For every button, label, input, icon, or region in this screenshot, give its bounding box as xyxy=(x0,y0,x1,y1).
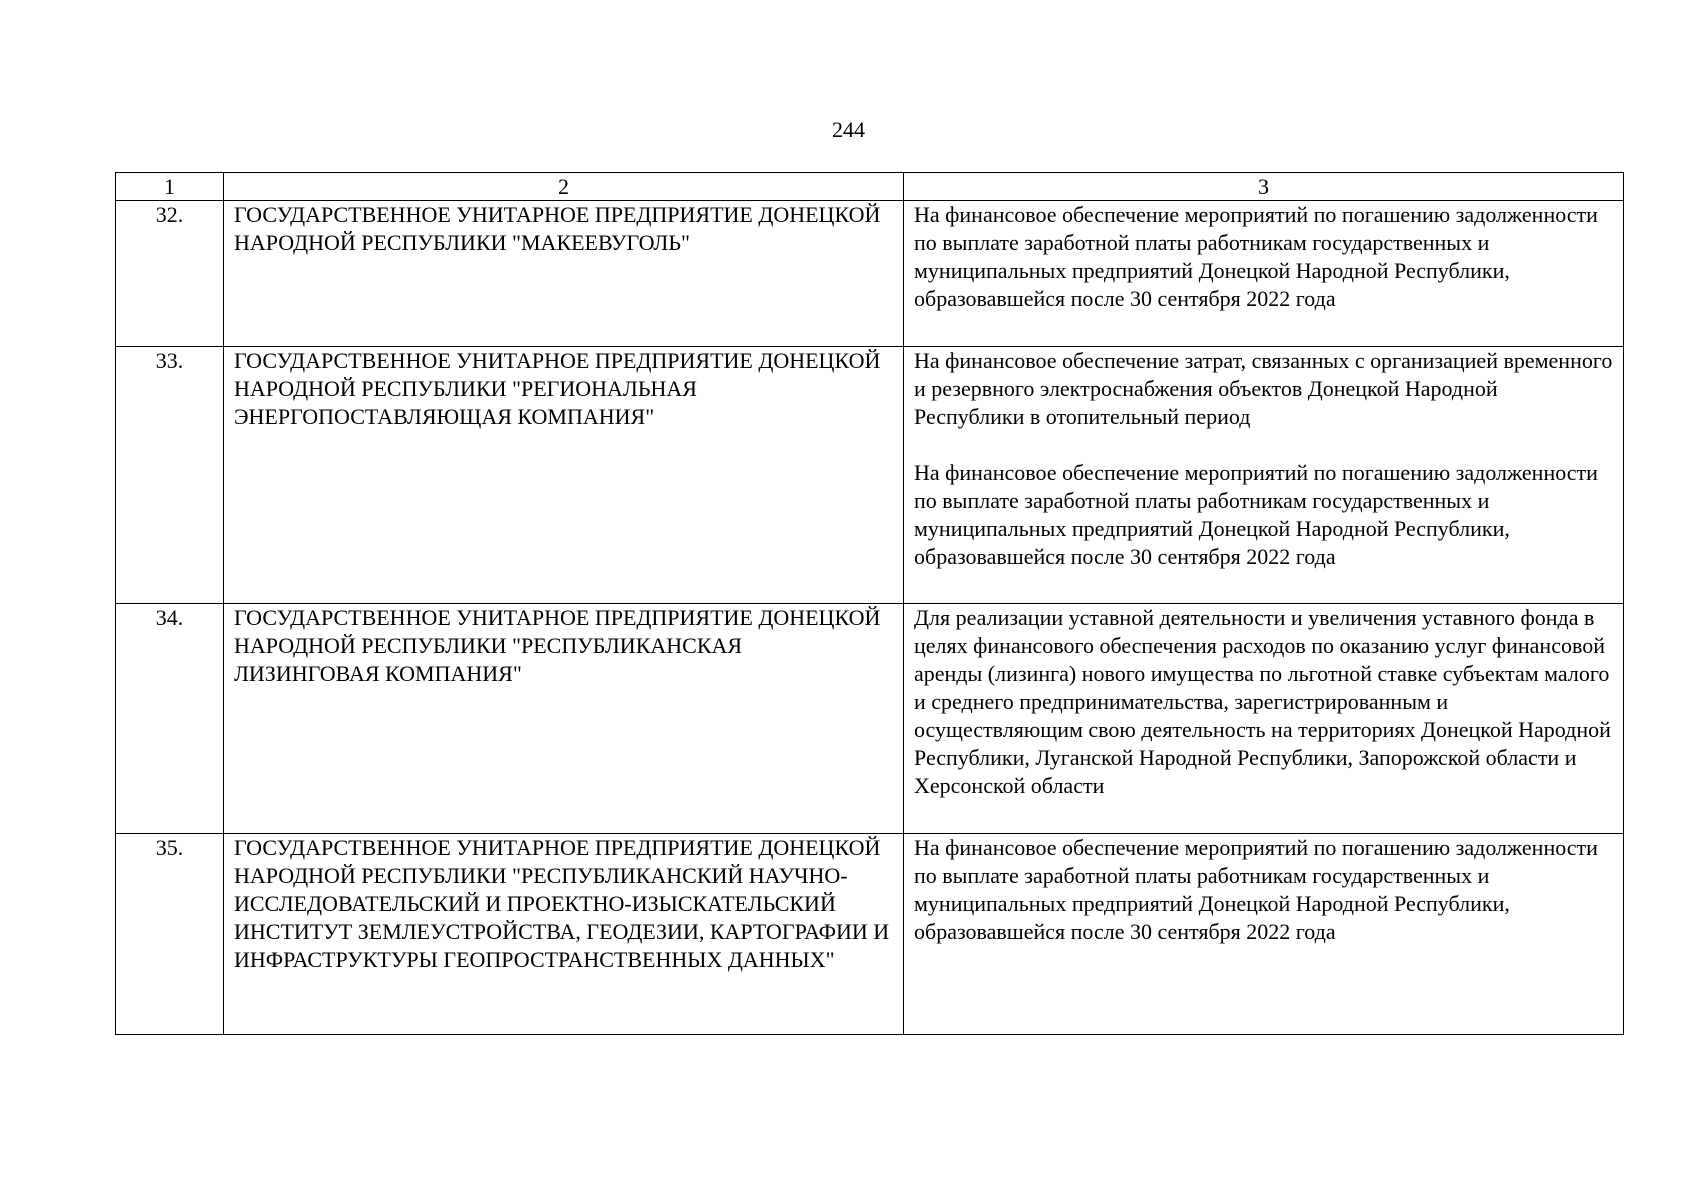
funding-purpose xyxy=(904,834,1624,1035)
column-header-2: 2 xyxy=(224,173,904,201)
column-header-3: 3 xyxy=(904,173,1624,201)
header-row xyxy=(116,173,1624,201)
table-row xyxy=(116,834,1624,1035)
table-row xyxy=(116,347,1624,604)
funding-purpose xyxy=(904,201,1624,347)
organization-name: ГОСУДАРСТВЕННОЕ УНИТАРНОЕ ПРЕДПРИЯТИЕ ДОНЕЦКОЙ НАРОДНОЙ РЕСПУБЛИКИ "МАКЕЕВУГОЛЬ" xyxy=(224,201,904,347)
organization-name: ГОСУДАРСТВЕННОЕ УНИТАРНОЕ ПРЕДПРИЯТИЕ ДОНЕЦКОЙ НАРОДНОЙ РЕСПУБЛИКИ "РЕСПУБЛИКАНСКАЯ ЛИЗИНГОВАЯ КОМПАНИЯ" xyxy=(224,604,904,834)
row-number: 32. xyxy=(116,201,224,347)
funding-purpose xyxy=(904,347,1624,604)
purpose-paragraph: На финансовое обеспечение мероприятий по погашению задолженности по выплате заработной платы работникам государственных и муниципальных предприятий Донецкой Народной Республики, образовавшейся после 30 сентября 2022 года xyxy=(914,835,1598,944)
row-number: 33. xyxy=(116,347,224,604)
row-number: 34. xyxy=(116,604,224,834)
row-number: 35. xyxy=(116,834,224,1035)
purpose-paragraph: На финансовое обеспечение мероприятий по погашению задолженности по выплате заработной платы работникам государственных и муниципальных предприятий Донецкой Народной Республики, образовавшейся после 30 сентября 2022 года xyxy=(914,202,1598,311)
organization-name: ГОСУДАРСТВЕННОЕ УНИТАРНОЕ ПРЕДПРИЯТИЕ ДОНЕЦКОЙ НАРОДНОЙ РЕСПУБЛИКИ "РЕГИОНАЛЬНАЯ ЭНЕРГОПОСТАВЛЯЮЩАЯ КОМПАНИЯ" xyxy=(224,347,904,604)
funding-purpose xyxy=(904,604,1624,834)
column-header-1: 1 xyxy=(116,173,224,201)
document-table xyxy=(115,172,1624,1035)
purpose-paragraph: На финансовое обеспечение мероприятий по погашению задолженности по выплате заработной платы работникам государственных и муниципальных предприятий Донецкой Народной Республики, образовавшейся после 30 сентября 2022 года xyxy=(914,460,1598,569)
organization-name: ГОСУДАРСТВЕННОЕ УНИТАРНОЕ ПРЕДПРИЯТИЕ ДОНЕЦКОЙ НАРОДНОЙ РЕСПУБЛИКИ "РЕСПУБЛИКАНСКИЙ НАУЧНО-ИССЛЕДОВАТЕЛЬСКИЙ И ПРОЕКТНО-ИЗЫСКАТЕЛЬСКИЙ ИНСТИТУТ ЗЕМЛЕУСТРОЙСТВА, ГЕОДЕЗИИ, КАРТОГРАФИИ И ИНФРАСТРУКТУРЫ ГЕОПРОСТРАНСТВЕННЫХ ДАННЫХ" xyxy=(224,834,904,1035)
purpose-paragraph: На финансовое обеспечение затрат, связанных с организацией временного и резервного электроснабжения объектов Донецкой Народной Республики в отопительный период xyxy=(914,348,1613,429)
purpose-paragraph: Для реализации уставной деятельности и увеличения уставного фонда в целях финансового обеспечения расходов по оказанию услуг финансовой аренды (лизинга) нового имущества по льготной ставке субъектам малого и среднего предпринимательства, зарегистрированным и осуществляющим свою деятельность на территориях Донецкой Народной Республики, Луганской Народной Республики, Запорожской области и Херсонской области xyxy=(914,605,1611,798)
page-number: 244 xyxy=(832,117,865,142)
table-row xyxy=(116,201,1624,347)
table-row xyxy=(116,604,1624,834)
